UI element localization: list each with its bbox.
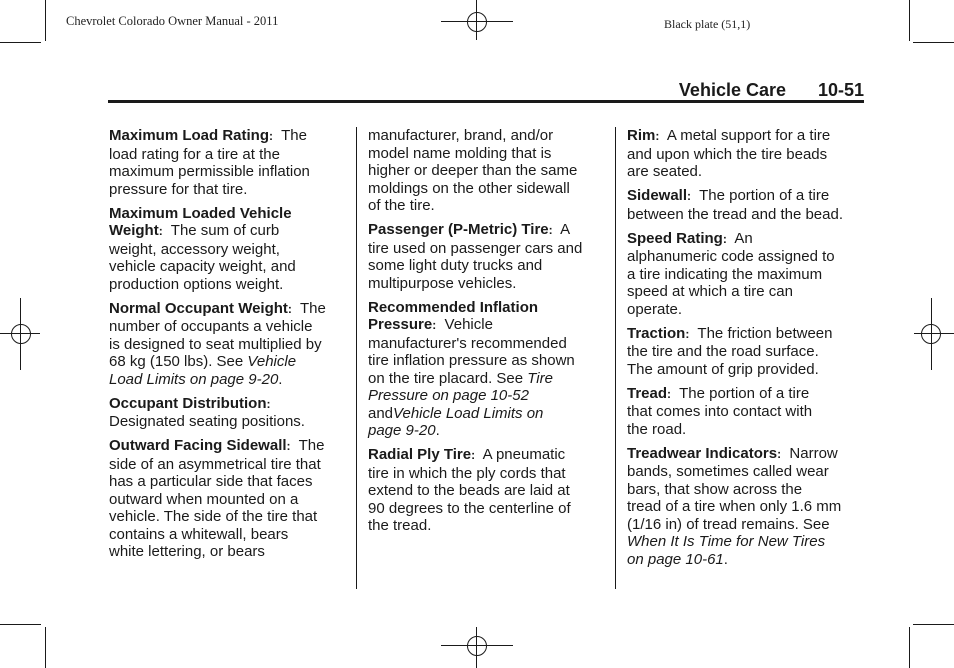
text-line (368, 127, 608, 145)
print-header-left: Chevrolet Colorado Owner Manual - 2011 (66, 14, 279, 28)
page-reference: Load Limits on page 9-20 (109, 370, 279, 388)
body-text: contains a whitewall, bears (109, 525, 289, 543)
term-label: Tread (627, 384, 668, 402)
text-line (368, 162, 608, 180)
term-colon: : (667, 386, 672, 401)
body-text: A (552, 221, 571, 238)
definition-entry (627, 385, 867, 439)
text-line (109, 508, 349, 526)
text-line (627, 498, 867, 516)
definition-entry (109, 300, 349, 389)
body-text: The sum of curb (162, 222, 280, 239)
definition-entry (368, 221, 608, 292)
body-text: The (290, 437, 325, 454)
term-label: Sidewall (627, 187, 688, 204)
body-text: on the tire placard. See (368, 369, 528, 387)
term-colon: : (158, 224, 163, 238)
text-line (368, 299, 608, 317)
text-line (109, 543, 349, 561)
term-colon: : (687, 189, 692, 203)
text-line (627, 445, 867, 464)
crop-mark (45, 0, 46, 41)
page-number: 10-51 (817, 80, 864, 100)
body-text: and (368, 404, 394, 422)
definition-entry (368, 446, 608, 535)
crop-mark (909, 627, 910, 668)
definition-entry (109, 437, 349, 561)
body-text: speed at which a tire can (627, 283, 793, 300)
body-text: Designated seating positions. (109, 413, 305, 430)
text-line (627, 325, 867, 344)
body-text: bands, sometimes called wear (627, 463, 829, 480)
body-text: side of an asymmetrical tire that (109, 455, 321, 473)
body-text: operate. (627, 300, 683, 318)
term-label: Weight (109, 222, 159, 239)
term-colon: : (655, 129, 660, 143)
body-text: tread of a tire when only 1.6 mm (627, 498, 842, 515)
page-reference: Vehicle Load Limits on (393, 404, 544, 422)
definition-entry (368, 299, 608, 440)
term-colon: : (722, 231, 727, 246)
column-divider (356, 127, 357, 589)
text-line (627, 301, 867, 319)
body-text: some light duty trucks and (368, 257, 543, 274)
body-text: number of occupants a vehicle (109, 318, 313, 335)
term-colon: : (286, 439, 291, 453)
page-reference: page 9-20 (368, 422, 436, 439)
text-line (109, 181, 349, 199)
text-line (109, 241, 349, 259)
definition-entry (627, 445, 867, 569)
body-text: maximum permissible inflation (109, 163, 310, 180)
definition-entry (109, 395, 349, 431)
body-text: weight, accessory weight, (109, 240, 280, 258)
text-line (368, 352, 608, 370)
term-label: Traction (627, 324, 686, 342)
term-colon: : (269, 129, 274, 143)
text-line (368, 387, 608, 405)
text-line (627, 361, 867, 379)
text-line (368, 405, 608, 423)
body-text: Vehicle (436, 316, 493, 333)
text-line (109, 413, 349, 431)
text-line (109, 353, 349, 371)
text-line (109, 276, 349, 294)
text-line (627, 463, 867, 481)
term-colon: : (287, 301, 292, 316)
term-colon: : (266, 396, 271, 411)
body-text: . (435, 422, 440, 439)
page-reference: When It Is Time for New Tires (627, 533, 826, 550)
text-line (627, 533, 867, 551)
crop-mark (0, 624, 41, 625)
text-column-2 (368, 127, 608, 541)
text-line (627, 187, 867, 206)
body-text: is designed to seat multiplied by (109, 335, 322, 353)
page-reference: Pressure on page 10-52 (368, 387, 529, 404)
term-colon: : (548, 223, 553, 237)
text-line (627, 421, 867, 439)
body-text: between the tread and the bead. (627, 205, 844, 223)
text-line (109, 222, 349, 241)
body-text: production options weight. (109, 275, 284, 293)
body-text: tire inflation pressure as shown (368, 352, 575, 369)
definition-entry (627, 325, 867, 379)
body-text: the tread. (368, 517, 432, 534)
text-line (368, 335, 608, 353)
body-text: the tire and the road surface. (627, 343, 819, 360)
term-label: Speed Rating (627, 229, 723, 247)
crop-mark (0, 42, 41, 43)
body-text: The portion of a tire (671, 384, 810, 402)
body-text: The (273, 127, 307, 144)
text-line (627, 163, 867, 181)
text-line (368, 197, 608, 215)
crop-mark (909, 0, 910, 41)
text-line (368, 517, 608, 535)
body-text: The portion of a tire (691, 187, 830, 204)
text-line (627, 343, 867, 361)
text-line (627, 127, 867, 146)
page-header (108, 80, 864, 102)
text-line (109, 456, 349, 474)
text-line (368, 465, 608, 483)
term-label: Radial Ply Tire (368, 446, 472, 463)
body-text: model name molding that is (368, 144, 552, 162)
print-header-right: Black plate (51,1) (664, 17, 751, 31)
body-text: alphanumeric code assigned to (627, 248, 835, 265)
body-text: extend to the beads are laid at (368, 482, 570, 499)
definition-entry (109, 205, 349, 294)
body-text: A metal support for a tire (659, 127, 831, 144)
crop-mark (913, 624, 954, 625)
body-text: . (723, 550, 728, 568)
term-label: Treadwear Indicators (627, 444, 778, 462)
term-label: Pressure (368, 316, 433, 333)
text-line (368, 370, 608, 388)
body-text: has a particular side that faces (109, 473, 313, 490)
body-text: that comes into contact with (627, 403, 813, 420)
body-text: outward when mounted on a (109, 490, 299, 508)
body-text: load rating for a tire at the (109, 145, 280, 163)
body-text: The (291, 299, 326, 317)
text-column-1 (109, 127, 349, 567)
crop-mark (45, 627, 46, 668)
body-text: white lettering, or bears (109, 543, 265, 560)
text-line (627, 230, 867, 249)
body-text: vehicle capacity weight, and (109, 258, 296, 275)
text-line (627, 206, 867, 224)
body-text: and upon which the tire beads (627, 145, 828, 163)
term-label: Normal Occupant Weight (109, 299, 288, 317)
text-column-3 (627, 127, 867, 575)
text-line (627, 551, 867, 569)
body-text: of the tire. (368, 197, 435, 214)
text-line (109, 127, 349, 146)
term-label: Passenger (P-Metric) Tire (368, 221, 549, 238)
text-line (368, 240, 608, 258)
page-reference: Tire (527, 369, 553, 387)
text-line (109, 526, 349, 544)
body-text: A pneumatic (475, 446, 566, 463)
body-text: 90 degrees to the centerline of (368, 499, 571, 517)
body-text: the road. (627, 420, 687, 438)
body-text: higher or deeper than the same (368, 162, 578, 179)
section-title: Vehicle Care (678, 80, 786, 100)
term-label: Occupant Distribution (109, 394, 267, 412)
text-line (109, 371, 349, 389)
body-text: bars, that show across the (627, 480, 803, 498)
body-text: (1/16 in) of tread remains. See (627, 515, 830, 533)
body-text: tire used on passenger cars and (368, 239, 583, 257)
text-line (368, 316, 608, 335)
text-line (368, 446, 608, 465)
term-label: Maximum Load Rating (109, 127, 270, 144)
term-colon: : (471, 448, 476, 462)
page-reference: Vehicle (247, 353, 297, 370)
definition-entry (627, 187, 867, 223)
text-line (109, 146, 349, 164)
term-colon: : (685, 326, 690, 341)
body-text: Narrow (781, 444, 838, 462)
definition-entry (627, 127, 867, 181)
body-text: vehicle. The side of the tire that (109, 508, 318, 525)
body-text: manufacturer's recommended (368, 334, 567, 352)
text-line (109, 318, 349, 336)
page-reference: on page 10-61 (627, 550, 724, 568)
body-text: . (278, 370, 283, 388)
text-line (627, 516, 867, 534)
text-line (109, 205, 349, 223)
text-line (109, 473, 349, 491)
text-line (368, 500, 608, 518)
text-line (627, 283, 867, 301)
text-line (368, 275, 608, 293)
text-line (109, 300, 349, 319)
column-divider (615, 127, 616, 589)
body-text: moldings on the other sidewall (368, 179, 570, 197)
body-text: tire in which the ply cords that (368, 464, 566, 482)
crop-mark (913, 42, 954, 43)
text-line (109, 491, 349, 509)
text-line (627, 146, 867, 164)
definition-entry (368, 127, 608, 215)
body-text: multipurpose vehicles. (368, 274, 517, 292)
body-text: manufacturer, brand, and/or (368, 127, 554, 144)
term-colon: : (777, 446, 782, 461)
body-text: The friction between (689, 324, 833, 342)
body-text: An (726, 229, 753, 247)
text-line (109, 258, 349, 276)
text-line (109, 395, 349, 414)
text-line (627, 385, 867, 404)
text-line (627, 266, 867, 284)
text-line (109, 336, 349, 354)
text-line (368, 221, 608, 240)
body-text: 68 kg (150 lbs). See (109, 353, 248, 370)
text-line (368, 145, 608, 163)
text-line (627, 248, 867, 266)
body-text: are seated. (627, 163, 703, 180)
definition-entry (109, 127, 349, 198)
text-line (368, 257, 608, 275)
term-label: Maximum Loaded Vehicle (109, 204, 292, 222)
text-line (368, 422, 608, 440)
term-label: Outward Facing Sidewall (109, 437, 287, 454)
term-label: Recommended Inflation (368, 298, 539, 316)
term-colon: : (432, 318, 437, 332)
definition-entry (627, 230, 867, 319)
text-line (109, 163, 349, 181)
text-line (368, 180, 608, 198)
text-line (368, 482, 608, 500)
text-line (109, 437, 349, 456)
text-line (627, 481, 867, 499)
term-label: Rim (627, 127, 656, 144)
body-text: The amount of grip provided. (627, 360, 819, 378)
text-line (627, 403, 867, 421)
header-rule (108, 100, 864, 103)
body-text: pressure for that tire. (109, 180, 248, 198)
body-text: a tire indicating the maximum (627, 265, 823, 283)
